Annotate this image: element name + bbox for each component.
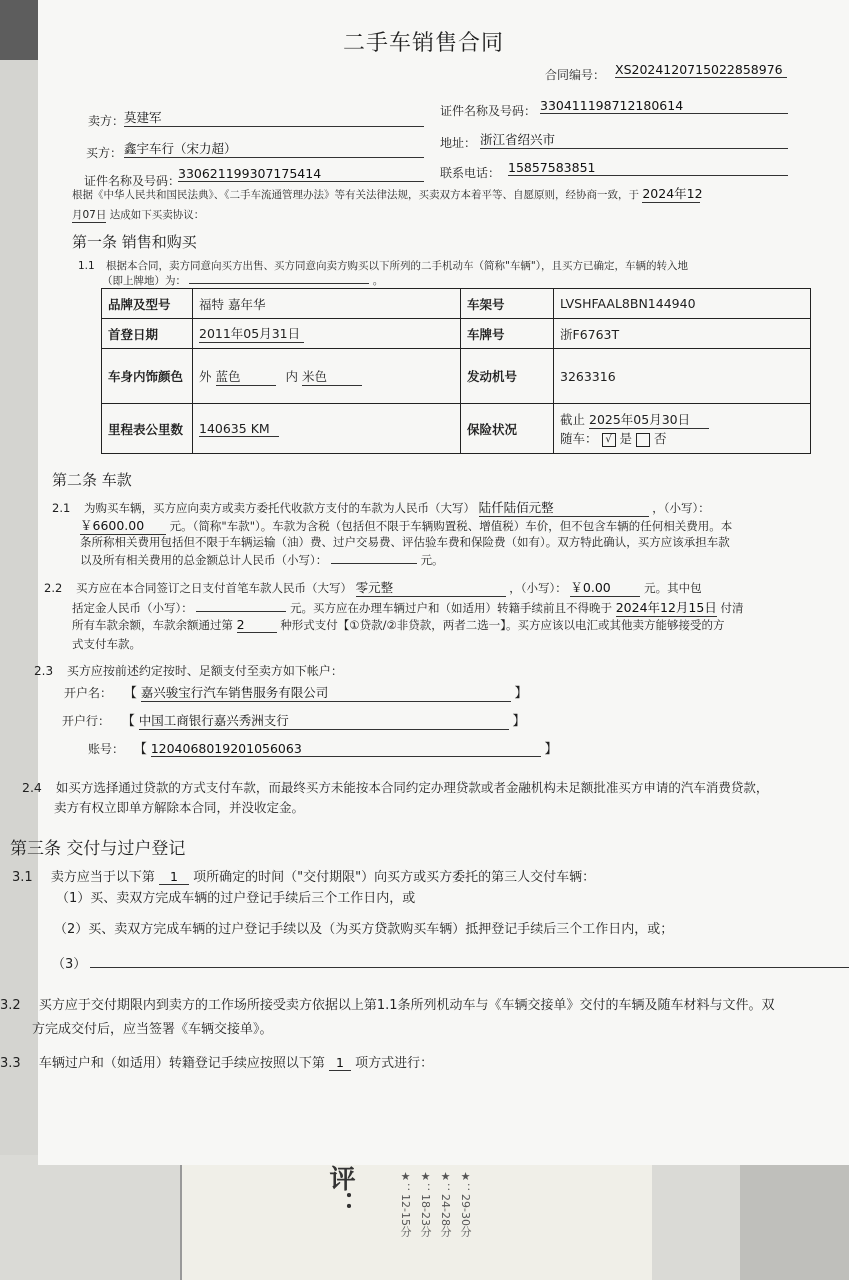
clause-number: 2.3 xyxy=(34,664,54,678)
clause-text: 卖方应当于以下第 xyxy=(50,870,155,885)
contract-no-value: XS2024120715022858976 xyxy=(615,62,787,78)
inner-label: 内 xyxy=(285,368,298,384)
bracket-left: 【 xyxy=(133,742,147,757)
reg-date-value: 2011年05月31日 xyxy=(199,324,304,343)
mileage-value: 140635 KM xyxy=(199,421,279,437)
yes-checkbox[interactable]: √ xyxy=(602,433,616,447)
clause-2-1 xyxy=(52,498,710,517)
clause-text: 项方式进行： xyxy=(355,1056,434,1071)
vin-label: 车架号 xyxy=(461,289,554,319)
vehicle-info-table xyxy=(101,288,811,454)
buyer-id-label: 证件名称及号码： xyxy=(84,174,181,188)
account-no-row xyxy=(88,738,558,757)
buyer-label: 买方： xyxy=(86,146,123,160)
clause-3-2 xyxy=(0,994,775,1013)
intro-text: 根据《中华人民共和国民法典》、《二手车流通管理办法》等有关法律法规，买卖双方本着平等、自愿原则，经协商一致，于 xyxy=(72,189,639,201)
insurance-end-row xyxy=(560,410,804,429)
intro-line-2 xyxy=(72,207,204,223)
phone-label: 联系电话： xyxy=(440,166,501,180)
bank-row xyxy=(62,710,526,730)
first-payment-cn: 零元整 xyxy=(356,578,506,597)
clause-3-1 xyxy=(12,866,595,885)
clause-text: 种形式支付【①贷款/②非贷款，两者二选一】。买方应该以电汇或其他卖方能够接受的方 xyxy=(280,618,725,632)
clause-3-3 xyxy=(0,1052,433,1071)
account-name-label: 开户名： xyxy=(64,686,113,700)
bracket-left: 【 xyxy=(123,686,137,701)
clause-number: 2.4 xyxy=(22,780,42,795)
clause-text: 括定金人民币（小写）： xyxy=(72,601,193,615)
total-all-blank xyxy=(331,563,417,564)
bank-value: 中国工商银行嘉兴秀洲支行 xyxy=(139,711,509,730)
phone-value: 15857583851 xyxy=(508,160,788,176)
inner-color: 米色 xyxy=(302,367,362,386)
clause-text: ，（小写）： xyxy=(652,501,710,515)
clause-2-2-line4: 式支付车款。 xyxy=(72,637,141,651)
reg-date-cell xyxy=(193,319,461,349)
account-name-row xyxy=(64,682,528,702)
plate-region-blank xyxy=(189,283,369,284)
clause-text: 为购买车辆，买方应向卖方或卖方委托代收款方支付的车款为人民币（大写） xyxy=(83,501,475,515)
clause-text: 元。其中包 xyxy=(644,581,702,595)
no-label: 否 xyxy=(653,431,667,446)
clause-2-4 xyxy=(22,778,768,796)
clause-text: 元。买方应在办理车辆过户和（如适用）转籍手续前且不得晚于 xyxy=(290,601,613,615)
receipt-line: ★：18-23分 xyxy=(419,1170,432,1237)
transfer-option: 1 xyxy=(329,1055,351,1071)
contract-title: 二手车销售合同 xyxy=(343,31,505,56)
insurance-cell xyxy=(554,404,811,454)
outer-label: 外 xyxy=(199,368,212,384)
brand-label: 品牌及型号 xyxy=(102,289,193,319)
clause-text: 车辆过户和（如适用）转籍登记手续应按照以下第 xyxy=(38,1056,325,1071)
account-name-value: 嘉兴骏宝行汽车销售服务有限公司 xyxy=(141,683,511,702)
contract-no-label: 合同编号： xyxy=(545,68,606,82)
balance-due-date: 2024年12月15日 xyxy=(615,600,717,615)
color-cell xyxy=(193,349,461,404)
clause-3-2-line2: 方完成交付后，应当签署《车辆交接单》。 xyxy=(32,1022,273,1037)
clause-number: 3.1 xyxy=(12,870,33,885)
first-payment: ￥0.00 xyxy=(570,578,640,597)
clause-text: 买方应按前述约定按时、足额支付至卖方如下帐户： xyxy=(66,664,343,678)
article-2-title: 第二条 车款 xyxy=(52,471,132,489)
clause-number: 2.1 xyxy=(52,501,71,515)
option-3-blank xyxy=(90,967,849,968)
reg-date-label: 首登日期 xyxy=(102,319,193,349)
clause-text: （即上牌地）为： xyxy=(102,275,186,287)
receipt-line: ★：12-15分 xyxy=(399,1170,412,1237)
clause-2-2 xyxy=(44,578,702,597)
option-3-label: （3） xyxy=(52,957,87,972)
deposit-blank xyxy=(196,611,286,612)
seller-value: 莫建军 xyxy=(124,108,424,127)
engine-value: 3263316 xyxy=(554,349,811,404)
total-price: ￥6600.00 xyxy=(80,516,166,535)
clause-text: 如买方选择通过贷款的方式支付车款，而最终买方未能按本合同约定办理贷款或者金融机构未足额批准买方申请的汽车消费贷款， xyxy=(55,780,769,795)
clause-1-1 xyxy=(78,258,688,273)
address-label: 地址： xyxy=(440,136,477,150)
receipt-line: ★：24-28分 xyxy=(439,1170,452,1237)
clause-number: 3.2 xyxy=(0,998,21,1013)
clause-2-3 xyxy=(34,662,343,679)
bracket-left: 【 xyxy=(121,714,135,729)
clause-text: 根据本合同，卖方同意向买方出售、买方同意向卖方购买以下所列的二手机动车（简称"车辆"），且买方已确定，车辆的转入地 xyxy=(106,260,688,272)
clause-number: 1.1 xyxy=(78,260,95,272)
delivery-option-3 xyxy=(52,953,849,972)
total-price-cn: 陆仟陆佰元整 xyxy=(479,498,649,517)
clause-2-1-line4 xyxy=(80,552,444,568)
engine-label: 发动机号 xyxy=(461,349,554,404)
intro-agree: 达成如下买卖协议： xyxy=(109,209,205,221)
clause-1-1-line2 xyxy=(102,273,383,288)
outer-color: 蓝色 xyxy=(216,367,276,386)
clause-number: 3.3 xyxy=(0,1056,21,1071)
address-value: 浙江省绍兴市 xyxy=(480,130,788,149)
clause-text: 以及所有相关费用的总金额总计人民币（小写）： xyxy=(80,553,328,567)
intro-year: 2024年12 xyxy=(642,186,703,201)
clause-2-2-line2 xyxy=(72,598,744,617)
clause-text: 所有车款余额，车款余额通过第 xyxy=(72,618,233,632)
plate-value: 浙F6763T xyxy=(554,319,811,349)
insurance-end-label: 截止 xyxy=(560,412,586,427)
yes-label: 是 xyxy=(619,431,632,446)
with-car-row xyxy=(560,429,804,447)
background-paper-corner xyxy=(740,1160,849,1280)
delivery-option-2: （2）买、卖双方完成车辆的过户登记手续以及（为买方贷款购买车辆）抵押登记手续后三个工作日内，或； xyxy=(54,922,674,937)
account-no-label: 账号： xyxy=(88,742,125,756)
receipt-heading: 评： xyxy=(325,1165,355,1217)
account-no-value: 1204068019201056063 xyxy=(151,741,541,757)
seller-id-value: 330411198712180614 xyxy=(540,98,788,114)
bracket-right: 】 xyxy=(512,714,526,729)
color-label: 车身内饰颜色 xyxy=(102,349,193,404)
receipt-line: ★：29-30分 xyxy=(459,1170,472,1237)
clause-text: 元。 xyxy=(420,553,444,567)
buyer-value: 鑫宇车行（宋力超） xyxy=(124,139,424,158)
clause-text: 买方应于交付期限内到卖方的工作场所接受卖方依据以上第1.1条所列机动车与《车辆交接单》交付的车辆及随车材料与文件。双 xyxy=(38,998,775,1013)
bracket-right: 】 xyxy=(544,742,558,757)
receipt-paper xyxy=(180,1160,652,1280)
intro-line-1 xyxy=(72,184,703,203)
clause-2-2-line3 xyxy=(72,617,725,633)
delivery-option: 1 xyxy=(159,869,189,885)
article-3-title: 第三条 交付与过户登记 xyxy=(10,839,186,859)
insurance-end-value: 2025年05月30日 xyxy=(589,410,709,429)
buyer-id-value: 330621199307175414 xyxy=(178,166,424,182)
vin-value: LVSHFAAL8BN144940 xyxy=(554,289,811,319)
clause-text-end: 。 xyxy=(372,275,384,287)
bank-label: 开户行： xyxy=(62,714,111,728)
article-1-title: 第一条 销售和购买 xyxy=(72,233,197,251)
clause-2-1-line3: 条所称相关费用包括但不限于车辆运输（油）费、过户交易费、评估验车费和保险费（如有）。双方特此确认，买方应该承担车款 xyxy=(80,535,730,549)
clause-text: 付清 xyxy=(720,601,744,615)
clause-2-4-line2: 卖方有权立即单方解除本合同，并没收定金。 xyxy=(54,800,305,815)
with-car-label: 随车： xyxy=(560,431,598,446)
mileage-cell xyxy=(193,404,461,454)
plate-label: 车牌号 xyxy=(461,319,554,349)
no-checkbox[interactable] xyxy=(636,433,650,447)
seller-label: 卖方： xyxy=(88,114,125,128)
mileage-label: 里程表公里数 xyxy=(102,404,193,454)
clause-text: 项所确定的时间（"交付期限"）向买方或买方委托的第三人交付车辆： xyxy=(193,870,596,885)
intro-date: 月07日 xyxy=(72,209,107,221)
clause-number: 2.2 xyxy=(44,581,63,595)
clause-text: 元。（简称"车款"）。车款为含税（包括但不限于车辆购置税、增值税）车价，但不包含车辆的任何相关费用。本 xyxy=(169,519,733,533)
clause-text: ，（小写）： xyxy=(509,581,567,595)
seller-id-label: 证件名称及号码： xyxy=(440,104,537,118)
insurance-label: 保险状况 xyxy=(461,404,554,454)
bracket-right: 】 xyxy=(514,686,528,701)
payment-method: 2 xyxy=(237,617,277,633)
brand-value: 福特 嘉年华 xyxy=(193,289,461,319)
clause-2-1-line2 xyxy=(80,516,732,535)
clause-text: 买方应在本合同签订之日支付首笔车款人民币（大写） xyxy=(75,581,352,595)
delivery-option-1: （1）买、卖双方完成车辆的过户登记手续后三个工作日内，或 xyxy=(56,891,416,906)
